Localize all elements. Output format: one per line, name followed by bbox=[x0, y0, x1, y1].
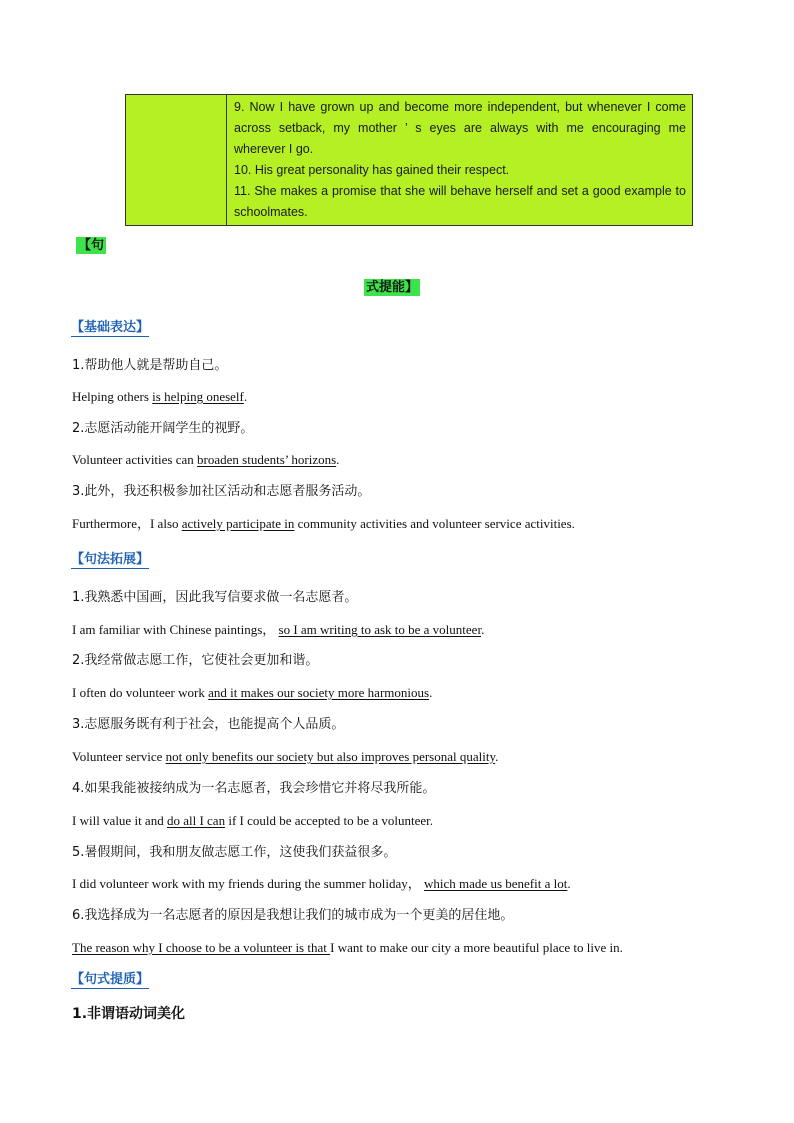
basic-item-1-cn: 1.帮助他人就是帮助自己。 bbox=[72, 358, 228, 373]
expand-item-2-en: I often do volunteer work and it makes our society more harmonious. bbox=[72, 685, 433, 700]
answer-blank: and it makes our society more harmonious bbox=[208, 685, 430, 700]
table-left-cell bbox=[126, 95, 227, 226]
section-improve-heading: 【句式提质】 bbox=[71, 972, 150, 987]
answer-blank: is helping oneself bbox=[152, 389, 244, 404]
table-line: 11. She makes a promise that she will behave herself and set a good example to bbox=[234, 184, 686, 198]
expand-item-5-cn: 5.暑假期间，我和朋友做志愿工作，这使我们获益很多。 bbox=[72, 845, 397, 860]
basic-item-2-en: Volunteer activities can broaden students’ horizons. bbox=[72, 452, 340, 467]
section-expand-heading: 【句法拓展】 bbox=[71, 552, 150, 567]
table-line: 10. His great personality has gained their respect. bbox=[234, 163, 510, 177]
green-example-table bbox=[125, 94, 693, 226]
table-line: across setback, my mother ’ s eyes are always with me encouraging me bbox=[234, 121, 686, 135]
expand-item-6-en: The reason why I choose to be a volunteer is that I want to make our city a more beautiful place to live in. bbox=[72, 940, 623, 955]
answer-blank: broaden students’ horizons bbox=[197, 452, 337, 467]
expand-item-1-cn: 1.我熟悉中国画，因此我写信要求做一名志愿者。 bbox=[72, 590, 358, 605]
expand-item-1-en: I am familiar with Chinese paintings， so I am writing to ask to be a volunteer. bbox=[72, 622, 485, 637]
answer-blank: not only benefits our society but also improves personal quality bbox=[165, 749, 496, 764]
expand-item-4-cn: 4.如果我能被接纳成为一名志愿者，我会珍惜它并将尽我所能。 bbox=[72, 781, 436, 796]
table-line: 9. Now I have grown up and become more independent, but whenever I come bbox=[234, 100, 686, 114]
expand-item-4-en: I will value it and do all I can if I could be accepted to be a volunteer. bbox=[72, 813, 433, 828]
answer-blank: do all I can bbox=[166, 813, 226, 828]
expand-item-3-cn: 3.志愿服务既有利于社会，也能提高个人品质。 bbox=[72, 717, 345, 732]
basic-item-1-en: Helping others is helping oneself. bbox=[72, 389, 248, 404]
answer-blank: actively participate in bbox=[181, 516, 295, 531]
basic-item-2-cn: 2.志愿活动能开阔学生的视野。 bbox=[72, 421, 254, 436]
expand-item-6-cn: 6.我选择成为一名志愿者的原因是我想让我们的城市成为一个更美的居住地。 bbox=[72, 908, 514, 923]
heading-fragment-left: 【句 bbox=[78, 238, 105, 253]
expand-item-3-en: Volunteer service not only benefits our society but also improves personal quality. bbox=[72, 749, 499, 764]
answer-blank: so I am writing to ask to be a volunteer bbox=[278, 622, 482, 637]
table-line: schoolmates. bbox=[234, 205, 308, 219]
answer-blank: The reason why I choose to be a volunteer is that bbox=[72, 940, 331, 955]
heading-fragment-center: 式提能】 bbox=[366, 280, 419, 295]
basic-item-3-en: Furthermore，I also actively participate in community activities and volunteer service activities. bbox=[72, 516, 575, 531]
answer-blank: which made us benefit a lot bbox=[424, 876, 568, 891]
table-right-cell bbox=[227, 95, 693, 226]
expand-item-5-en: I did volunteer work with my friends during the summer holiday， which made us benefit a lot. bbox=[72, 876, 571, 891]
expand-item-2-cn: 2.我经常做志愿工作，它使社会更加和谐。 bbox=[72, 653, 319, 668]
section-basic-heading: 【基础表达】 bbox=[71, 320, 150, 335]
table-line: wherever I go. bbox=[234, 142, 314, 156]
subsection-heading: 1.非谓语动词美化 bbox=[72, 1006, 186, 1022]
basic-item-3-cn: 3.此外，我还积极参加社区活动和志愿者服务活动。 bbox=[72, 484, 371, 499]
